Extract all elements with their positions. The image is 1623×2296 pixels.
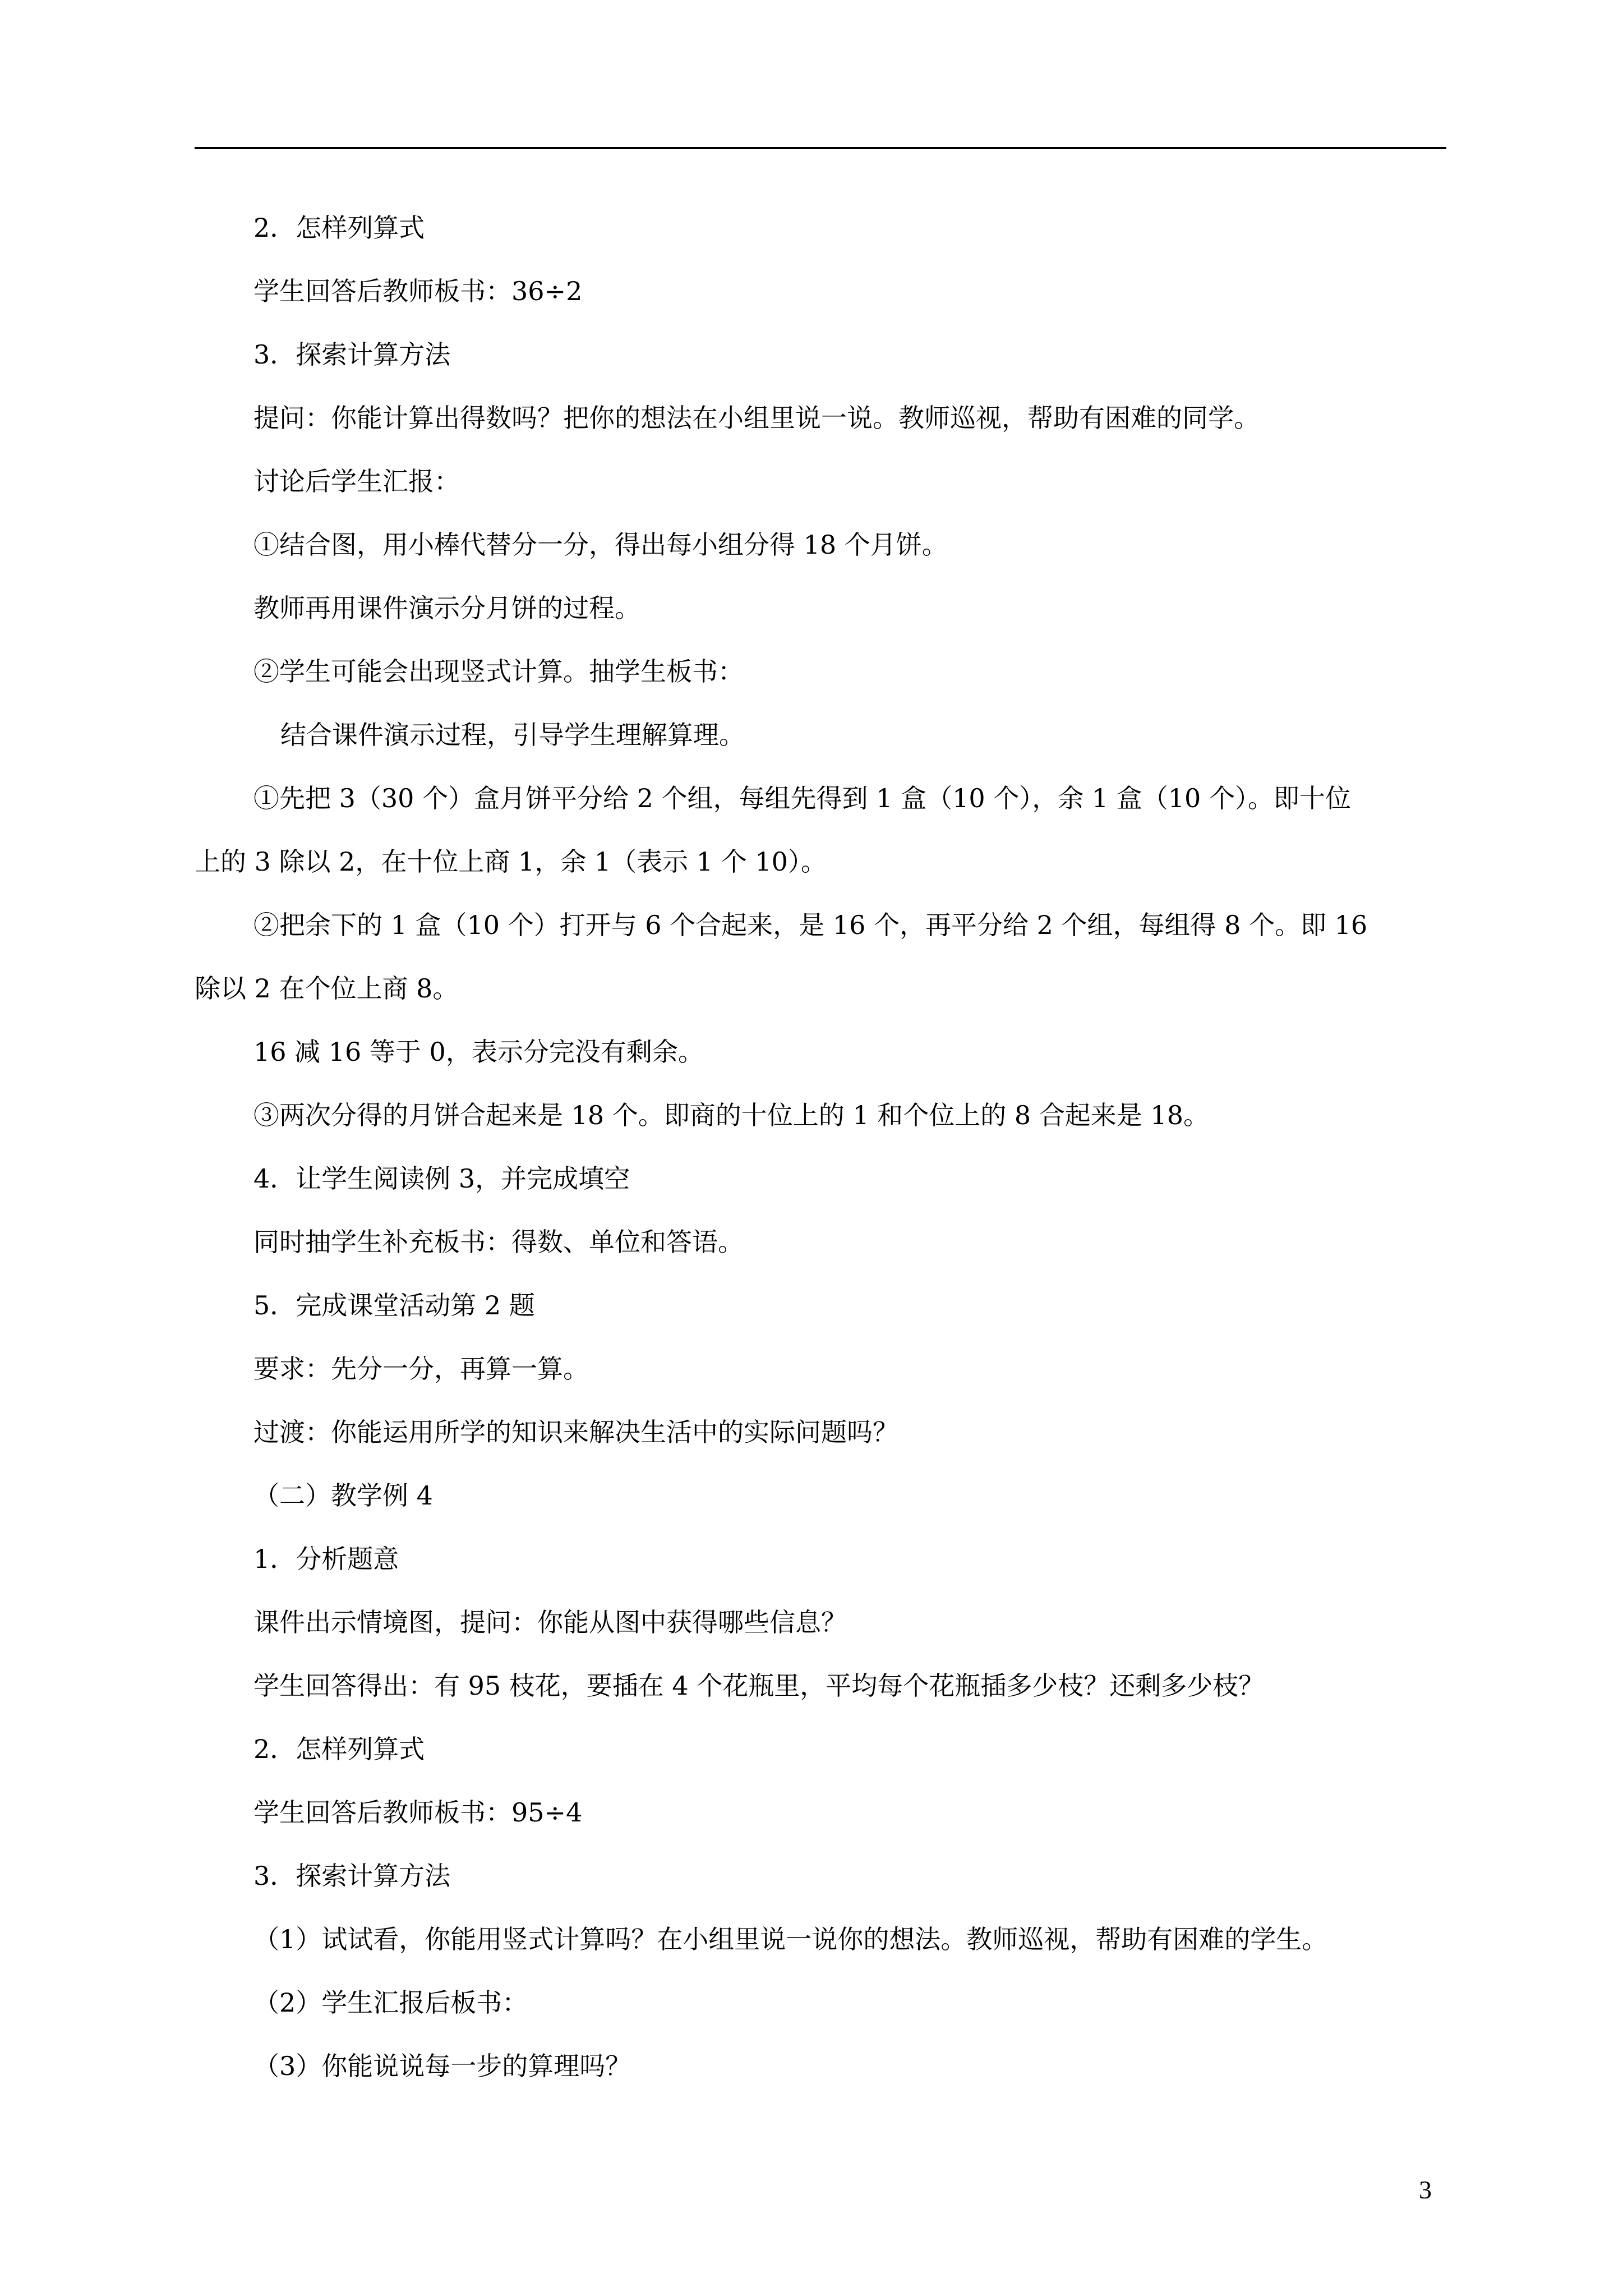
- page-number: 3: [1419, 2175, 1432, 2204]
- text-line: ③两次分得的月饼合起来是 18 个。即商的十位上的 1 和个位上的 8 合起来是 18。: [253, 1100, 1209, 1130]
- text-line: 除以 2 在个位上商 8。: [195, 973, 459, 1004]
- text-line: 16 减 16 等于 0，表示分完没有剩余。: [253, 1037, 704, 1067]
- text-line: 过渡：你能运用所学的知识来解决生活中的实际问题吗？: [253, 1417, 898, 1447]
- text-line: 要求：先分一分，再算一算。: [253, 1354, 589, 1384]
- text-line: ②学生可能会出现竖式计算。抽学生板书：: [253, 656, 744, 687]
- text-line: （1）试试看，你能用竖式计算吗？在小组里说一说你的想法。教师巡视，帮助有困难的学生。: [253, 1924, 1328, 1954]
- text-line: 3．探索计算方法: [253, 339, 451, 370]
- text-line: ①结合图，用小棒代替分一分，得出每小组分得 18 个月饼。: [253, 530, 948, 560]
- text-line: 结合课件演示过程，引导学生理解算理。: [280, 720, 745, 750]
- text-line: 上的 3 除以 2，在十位上商 1，余 1（表示 1 个 10）。: [195, 846, 827, 877]
- text-line: 学生回答后教师板书：95÷4: [253, 1797, 583, 1828]
- text-line: 教师再用课件演示分月饼的过程。: [253, 593, 640, 623]
- text-line: 学生回答后教师板书：36÷2: [253, 276, 583, 306]
- text-line: （3）你能说说每一步的算理吗？: [253, 2051, 631, 2081]
- text-line: 3．探索计算方法: [253, 1861, 451, 1891]
- text-line: 讨论后学生汇报：: [253, 466, 460, 496]
- text-line: ②把余下的 1 盒（10 个）打开与 6 个合起来，是 16 个，再平分给 2 个组，每组得 8 个。即 16: [253, 910, 1368, 940]
- text-line: （二）教学例 4: [253, 1480, 433, 1511]
- text-line: 2．怎样列算式: [253, 213, 425, 243]
- text-line: 5．完成课堂活动第 2 题: [253, 1290, 535, 1320]
- body-text: [195, 212, 1446, 2082]
- text-line: 1．分析题意: [253, 1544, 399, 1574]
- text-line: 4．让学生阅读例 3，并完成填空: [253, 1163, 630, 1194]
- text-line: 2．怎样列算式: [253, 1734, 425, 1764]
- text-line: 课件出示情境图，提问：你能从图中获得哪些信息？: [253, 1607, 847, 1637]
- text-line: 同时抽学生补充板书：得数、单位和答语。: [253, 1227, 744, 1257]
- text-line: 提问：你能计算出得数吗？把你的想法在小组里说一说。教师巡视，帮助有困难的同学。: [253, 403, 1260, 433]
- text-line: 学生回答得出：有 95 枝花，要插在 4 个花瓶里，平均每个花瓶插多少枝？还剩多少枝？: [253, 1671, 1265, 1701]
- text-line: （2）学生汇报后板书：: [253, 1987, 528, 2018]
- header-rule: [195, 147, 1446, 149]
- text-line: ①先把 3（30 个）盒月饼平分给 2 个组，每组先得到 1 盒（10 个），余 1 盒（10 个）。即十位: [253, 783, 1351, 813]
